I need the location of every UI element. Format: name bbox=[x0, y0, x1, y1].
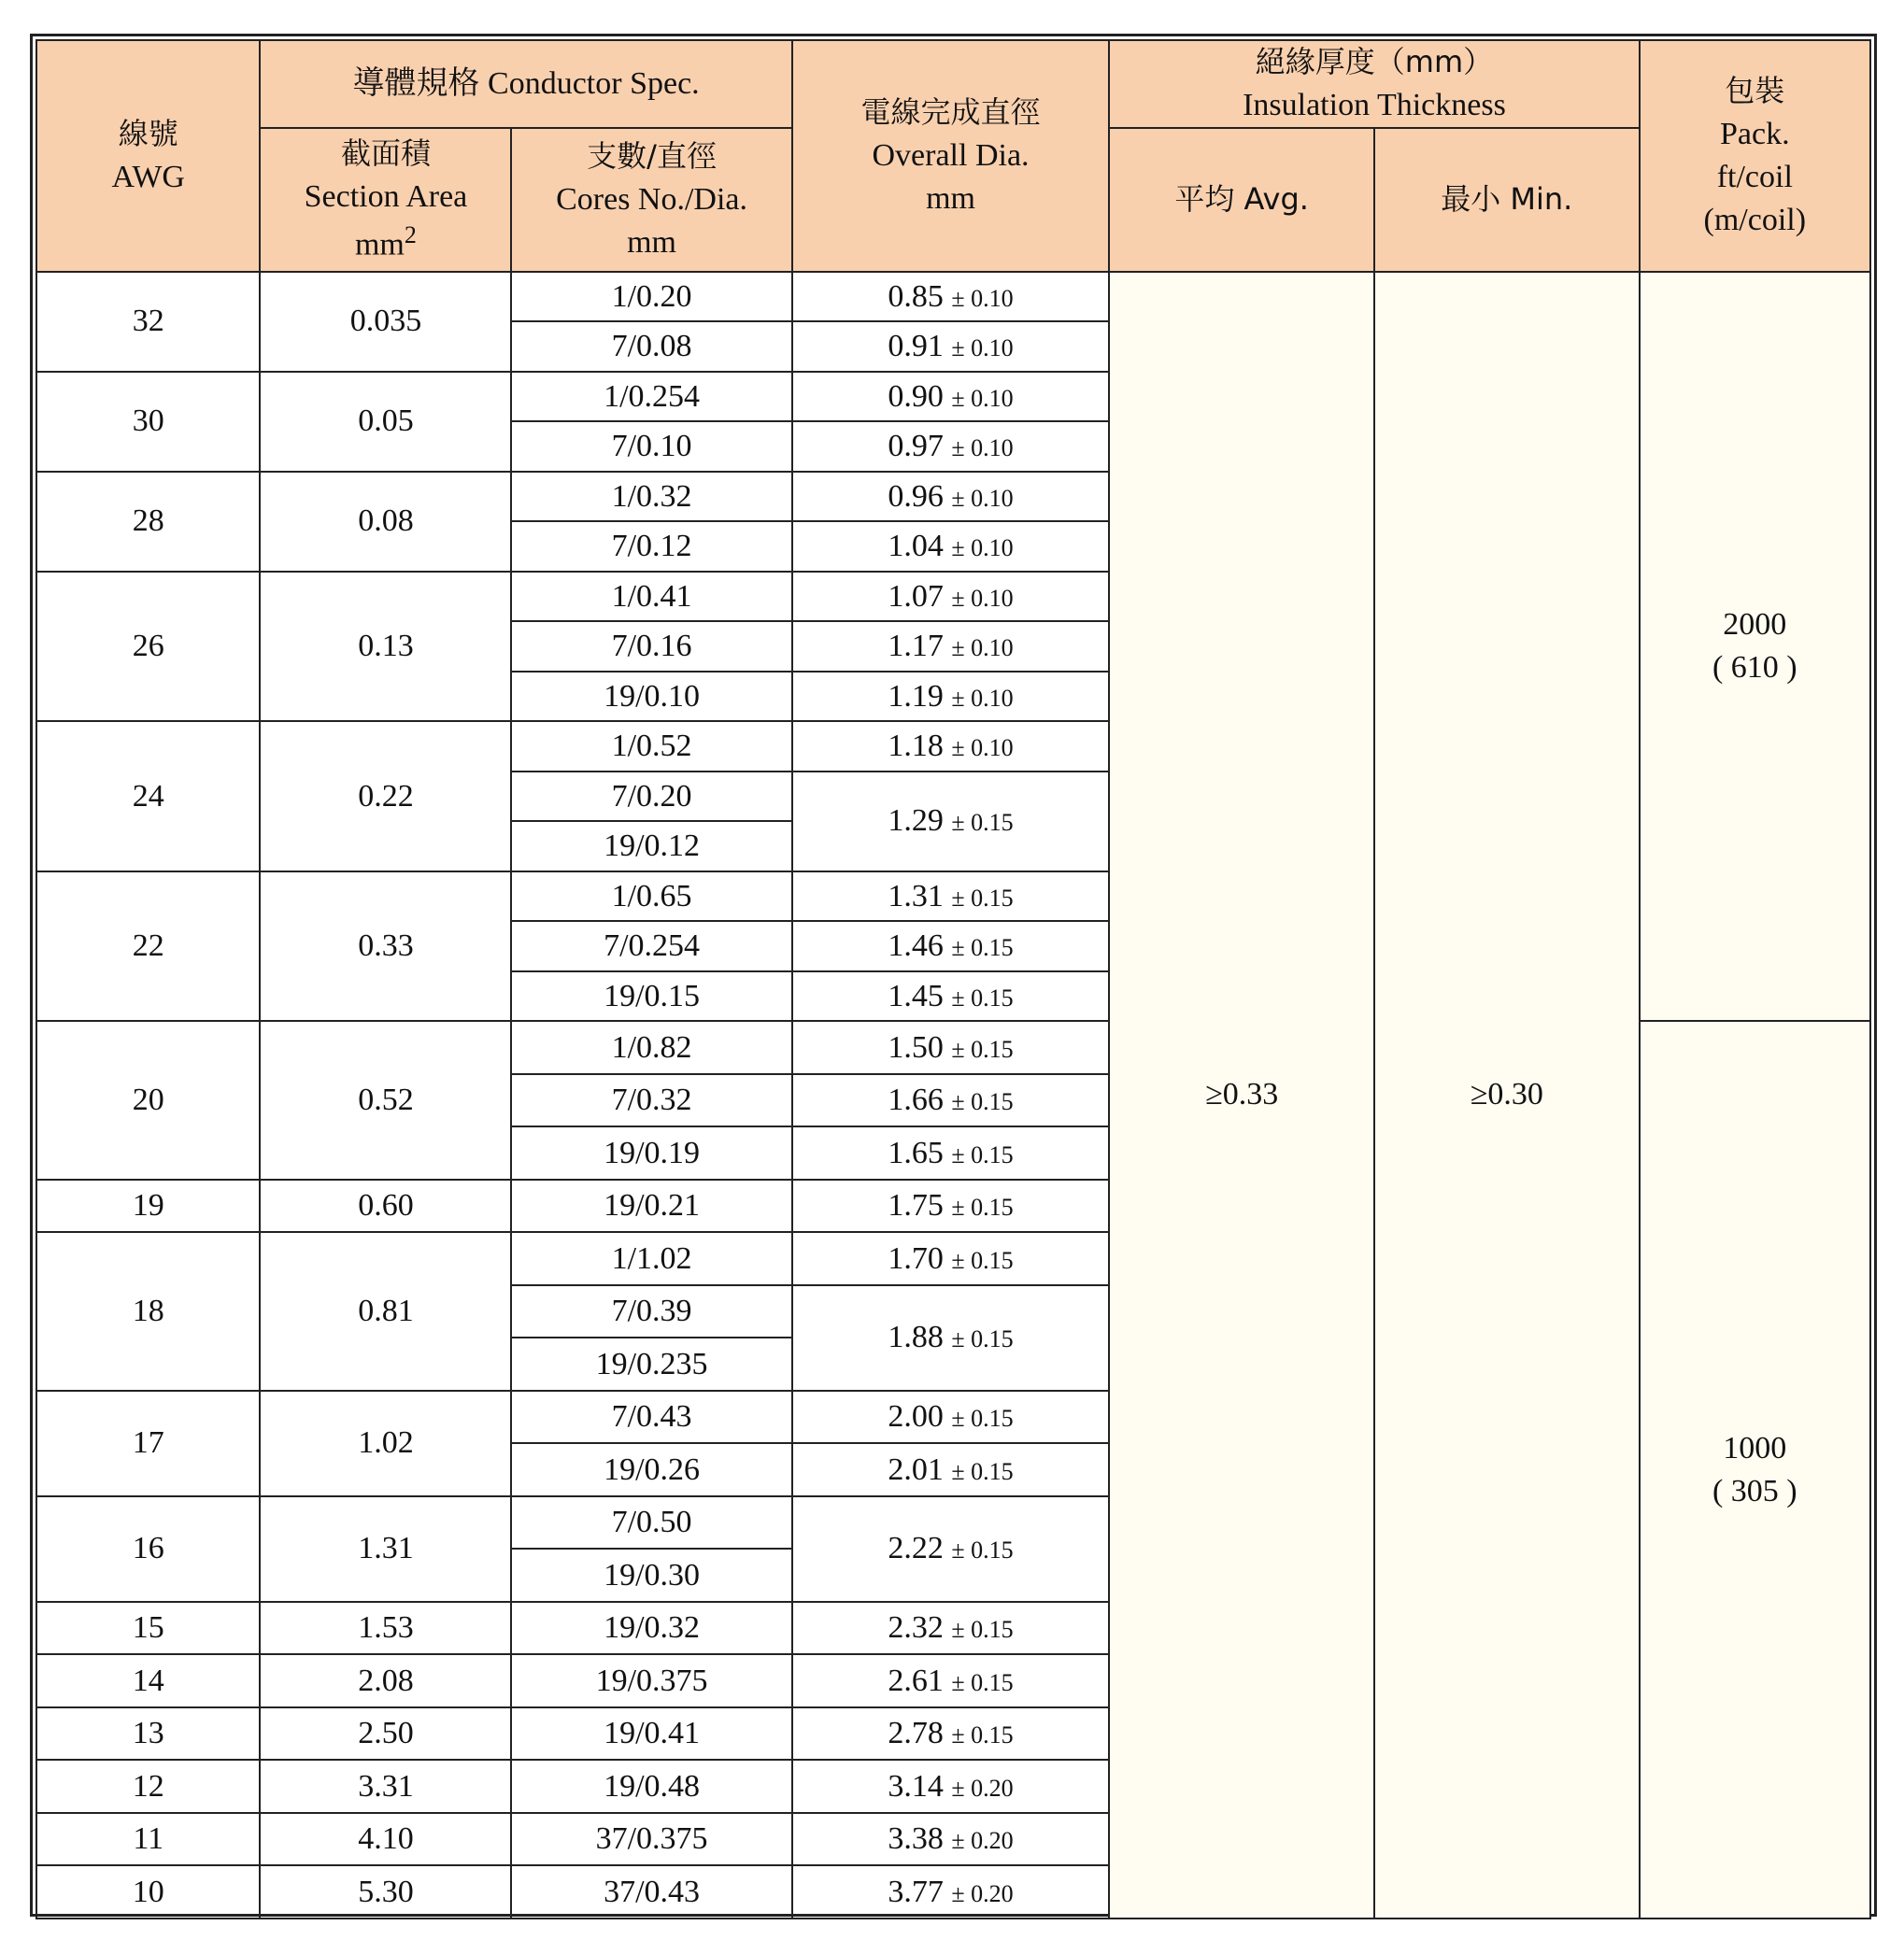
awg-cell: 26 bbox=[36, 572, 260, 722]
area-cell: 0.05 bbox=[260, 372, 511, 472]
od-cell bbox=[792, 1126, 1110, 1180]
cores-cell: 19/0.30 bbox=[511, 1549, 791, 1602]
od-tolerance: ± 0.20 bbox=[951, 1774, 1014, 1802]
cores-cell: 19/0.26 bbox=[511, 1443, 791, 1496]
od-tolerance: ± 0.10 bbox=[951, 684, 1014, 712]
header-row-1 bbox=[36, 40, 1870, 128]
od-tolerance: ± 0.10 bbox=[951, 734, 1014, 762]
area-cell: 0.52 bbox=[260, 1021, 511, 1180]
cores-cell: 19/0.10 bbox=[511, 672, 791, 722]
area-cell: 0.33 bbox=[260, 871, 511, 1022]
awg-cell: 15 bbox=[36, 1602, 260, 1655]
od-cell bbox=[792, 871, 1110, 922]
cores-cell: 1/0.82 bbox=[511, 1021, 791, 1074]
awg-cell: 30 bbox=[36, 372, 260, 472]
od-tolerance: ± 0.15 bbox=[951, 1668, 1014, 1696]
od-value: 3.38 bbox=[888, 1821, 944, 1857]
od-cell bbox=[792, 1391, 1110, 1444]
od-tolerance: ± 0.10 bbox=[951, 484, 1014, 512]
section-area-header-en: Section Area bbox=[304, 179, 468, 215]
awg-cell: 14 bbox=[36, 1654, 260, 1707]
insulation-avg-cell: ≥0.33 bbox=[1109, 272, 1374, 1919]
od-tolerance: ± 0.10 bbox=[951, 634, 1014, 662]
od-cell bbox=[792, 621, 1110, 672]
pack-m: ( 610 ) bbox=[1712, 650, 1797, 686]
od-cell bbox=[792, 921, 1110, 971]
od-tolerance: ± 0.10 bbox=[951, 384, 1014, 412]
pack-header-unit-m: (m/coil) bbox=[1703, 202, 1807, 237]
cores-cell: 7/0.254 bbox=[511, 921, 791, 971]
awg-header-cn: 線號 bbox=[118, 116, 178, 151]
od-cell bbox=[792, 772, 1110, 871]
od-cell bbox=[792, 1602, 1110, 1655]
cores-cell: 7/0.50 bbox=[511, 1496, 791, 1550]
od-value: 0.91 bbox=[888, 329, 944, 364]
od-tolerance: ± 0.15 bbox=[951, 1246, 1014, 1274]
cores-header-en: Cores No./Dia. bbox=[556, 181, 748, 217]
min-header bbox=[1374, 128, 1640, 272]
area-cell: 3.31 bbox=[260, 1760, 511, 1813]
wire-spec-table bbox=[36, 39, 1871, 1919]
cores-cell: 37/0.375 bbox=[511, 1813, 791, 1866]
area-cell: 0.08 bbox=[260, 472, 511, 572]
od-tolerance: ± 0.15 bbox=[951, 984, 1014, 1012]
cores-cell: 19/0.32 bbox=[511, 1602, 791, 1655]
awg-cell: 22 bbox=[36, 871, 260, 1022]
od-tolerance: ± 0.10 bbox=[951, 334, 1014, 362]
conductor-header bbox=[260, 40, 791, 128]
cores-cell: 7/0.16 bbox=[511, 621, 791, 672]
od-tolerance: ± 0.15 bbox=[951, 934, 1014, 962]
cores-cell: 7/0.39 bbox=[511, 1285, 791, 1338]
od-tolerance: ± 0.15 bbox=[951, 1721, 1014, 1749]
od-cell bbox=[792, 1285, 1110, 1391]
od-cell bbox=[792, 372, 1110, 422]
cores-cell: 1/0.41 bbox=[511, 572, 791, 622]
od-value: 1.19 bbox=[888, 678, 944, 714]
awg-cell: 24 bbox=[36, 721, 260, 871]
awg-header bbox=[36, 40, 260, 272]
conductor-header-label: 導體規格 Conductor Spec. bbox=[352, 65, 700, 101]
od-cell bbox=[792, 1021, 1110, 1074]
od-value: 2.01 bbox=[888, 1451, 944, 1487]
od-value: 1.07 bbox=[888, 578, 944, 614]
od-cell bbox=[792, 1760, 1110, 1813]
awg-cell: 19 bbox=[36, 1180, 260, 1233]
od-value: 3.14 bbox=[888, 1768, 944, 1804]
overall-dia-header-unit: mm bbox=[926, 180, 975, 216]
insulation-header-en: Insulation Thickness bbox=[1243, 87, 1506, 122]
spec-table-frame bbox=[30, 34, 1877, 1917]
awg-cell: 20 bbox=[36, 1021, 260, 1180]
cores-cell: 19/0.375 bbox=[511, 1654, 791, 1707]
pack-m: ( 305 ) bbox=[1712, 1473, 1797, 1508]
pack-ft: 1000 bbox=[1723, 1430, 1787, 1466]
cores-cell: 7/0.43 bbox=[511, 1391, 791, 1444]
od-value: 2.32 bbox=[888, 1610, 944, 1646]
od-value: 1.66 bbox=[888, 1083, 944, 1118]
area-cell: 4.10 bbox=[260, 1813, 511, 1866]
od-value: 0.85 bbox=[888, 278, 944, 314]
od-value: 0.97 bbox=[888, 429, 944, 464]
od-tolerance: ± 0.15 bbox=[951, 1140, 1014, 1168]
od-value: 2.78 bbox=[888, 1716, 944, 1751]
pack-cell-1000 bbox=[1640, 1021, 1870, 1919]
od-tolerance: ± 0.10 bbox=[951, 434, 1014, 462]
pack-cell-2000 bbox=[1640, 272, 1870, 1022]
od-cell bbox=[792, 1813, 1110, 1866]
area-cell: 2.08 bbox=[260, 1654, 511, 1707]
insulation-header bbox=[1109, 40, 1639, 128]
od-value: 1.65 bbox=[888, 1135, 944, 1170]
pack-header-cn: 包裝 bbox=[1725, 73, 1785, 109]
pack-header bbox=[1640, 40, 1870, 272]
overall-dia-header-en: Overall Dia. bbox=[872, 137, 1030, 173]
awg-cell: 10 bbox=[36, 1865, 260, 1919]
od-value: 0.96 bbox=[888, 478, 944, 514]
cores-cell: 1/0.65 bbox=[511, 871, 791, 922]
awg-cell: 11 bbox=[36, 1813, 260, 1866]
cores-cell: 19/0.15 bbox=[511, 971, 791, 1022]
od-cell bbox=[792, 1232, 1110, 1285]
area-cell: 0.22 bbox=[260, 721, 511, 871]
cores-header-unit: mm bbox=[627, 224, 677, 260]
od-tolerance: ± 0.15 bbox=[951, 1616, 1014, 1644]
avg-header-label: 平均 Avg. bbox=[1174, 180, 1309, 217]
awg-cell: 12 bbox=[36, 1760, 260, 1813]
cores-cell: 1/0.32 bbox=[511, 472, 791, 522]
od-value: 2.00 bbox=[888, 1399, 944, 1435]
od-cell bbox=[792, 971, 1110, 1022]
cores-cell: 1/0.254 bbox=[511, 372, 791, 422]
area-cell: 0.60 bbox=[260, 1180, 511, 1233]
od-cell bbox=[792, 1496, 1110, 1602]
od-tolerance: ± 0.10 bbox=[951, 284, 1014, 312]
od-value: 1.31 bbox=[888, 878, 944, 913]
insulation-min-cell: ≥0.30 bbox=[1374, 272, 1640, 1919]
od-cell bbox=[792, 1443, 1110, 1496]
od-value: 1.75 bbox=[888, 1188, 944, 1224]
awg-cell: 17 bbox=[36, 1391, 260, 1496]
od-value: 1.45 bbox=[888, 978, 944, 1013]
od-cell bbox=[792, 1654, 1110, 1707]
od-cell bbox=[792, 321, 1110, 372]
od-cell bbox=[792, 721, 1110, 772]
cores-cell: 7/0.20 bbox=[511, 772, 791, 822]
pack-header-unit-ft: ft/coil bbox=[1716, 159, 1793, 194]
table-row bbox=[36, 272, 1870, 322]
od-tolerance: ± 0.15 bbox=[951, 1457, 1014, 1485]
area-cell: 1.02 bbox=[260, 1391, 511, 1496]
od-tolerance: ± 0.15 bbox=[951, 1035, 1014, 1063]
od-value: 3.77 bbox=[888, 1874, 944, 1909]
od-tolerance: ± 0.15 bbox=[951, 809, 1014, 837]
avg-header bbox=[1109, 128, 1374, 272]
od-tolerance: ± 0.15 bbox=[951, 1405, 1014, 1433]
cores-header-cn: 支數/直徑 bbox=[587, 137, 717, 174]
cores-cell: 19/0.12 bbox=[511, 821, 791, 871]
od-value: 1.46 bbox=[888, 928, 944, 964]
od-value: 1.18 bbox=[888, 729, 944, 764]
od-value: 2.22 bbox=[888, 1531, 944, 1566]
od-tolerance: ± 0.15 bbox=[951, 1088, 1014, 1116]
cores-cell: 19/0.235 bbox=[511, 1338, 791, 1391]
od-value: 0.90 bbox=[888, 378, 944, 414]
od-cell bbox=[792, 1180, 1110, 1233]
section-area-header-unit: mm bbox=[354, 227, 405, 262]
cores-cell: 19/0.19 bbox=[511, 1126, 791, 1180]
area-cell: 2.50 bbox=[260, 1707, 511, 1761]
od-tolerance: ± 0.15 bbox=[951, 1325, 1014, 1353]
od-cell bbox=[792, 472, 1110, 522]
od-tolerance: ± 0.15 bbox=[951, 1536, 1014, 1565]
cores-cell: 37/0.43 bbox=[511, 1865, 791, 1919]
od-value: 1.17 bbox=[888, 629, 944, 664]
awg-cell: 32 bbox=[36, 272, 260, 372]
od-tolerance: ± 0.15 bbox=[951, 1194, 1014, 1222]
area-cell: 5.30 bbox=[260, 1865, 511, 1919]
cores-cell: 1/1.02 bbox=[511, 1232, 791, 1285]
cores-cell: 19/0.41 bbox=[511, 1707, 791, 1761]
od-tolerance: ± 0.20 bbox=[951, 1879, 1014, 1907]
area-cell: 1.53 bbox=[260, 1602, 511, 1655]
section-area-header-cn: 截面積 bbox=[340, 135, 431, 172]
cores-header bbox=[511, 128, 791, 272]
od-cell bbox=[792, 572, 1110, 622]
od-cell bbox=[792, 672, 1110, 722]
overall-dia-header bbox=[792, 40, 1110, 272]
area-cell: 1.31 bbox=[260, 1496, 511, 1602]
od-value: 1.29 bbox=[888, 803, 944, 839]
cores-cell: 19/0.21 bbox=[511, 1180, 791, 1233]
cores-cell: 7/0.12 bbox=[511, 521, 791, 572]
min-header-label: 最小 Min. bbox=[1441, 180, 1573, 217]
area-cell: 0.13 bbox=[260, 572, 511, 722]
cores-cell: 7/0.08 bbox=[511, 321, 791, 372]
od-tolerance: ± 0.15 bbox=[951, 884, 1014, 912]
awg-header-en: AWG bbox=[111, 159, 185, 194]
od-value: 2.61 bbox=[888, 1663, 944, 1698]
section-area-header bbox=[260, 128, 511, 272]
od-value: 1.88 bbox=[888, 1320, 944, 1355]
od-cell bbox=[792, 1707, 1110, 1761]
cores-cell: 7/0.10 bbox=[511, 421, 791, 472]
pack-ft: 2000 bbox=[1723, 607, 1787, 643]
insulation-header-cn: 絕緣厚度（mm） bbox=[1255, 44, 1494, 79]
od-tolerance: ± 0.10 bbox=[951, 534, 1014, 562]
od-tolerance: ± 0.20 bbox=[951, 1827, 1014, 1855]
cores-cell: 1/0.20 bbox=[511, 272, 791, 322]
pack-header-en: Pack. bbox=[1720, 117, 1790, 151]
area-cell: 0.81 bbox=[260, 1232, 511, 1391]
od-tolerance: ± 0.10 bbox=[951, 584, 1014, 612]
od-cell bbox=[792, 421, 1110, 472]
area-cell: 0.035 bbox=[260, 272, 511, 372]
od-cell bbox=[792, 521, 1110, 572]
cores-cell: 19/0.48 bbox=[511, 1760, 791, 1813]
awg-cell: 13 bbox=[36, 1707, 260, 1761]
od-cell bbox=[792, 1074, 1110, 1127]
awg-cell: 28 bbox=[36, 472, 260, 572]
section-area-header-sup: 2 bbox=[404, 221, 417, 249]
awg-cell: 18 bbox=[36, 1232, 260, 1391]
overall-dia-header-cn: 電線完成直徑 bbox=[860, 94, 1041, 131]
od-value: 1.04 bbox=[888, 529, 944, 564]
cores-cell: 7/0.32 bbox=[511, 1074, 791, 1127]
od-cell bbox=[792, 1865, 1110, 1919]
od-value: 1.50 bbox=[888, 1029, 944, 1065]
od-cell bbox=[792, 272, 1110, 322]
awg-cell: 16 bbox=[36, 1496, 260, 1602]
cores-cell: 1/0.52 bbox=[511, 721, 791, 772]
od-value: 1.70 bbox=[888, 1240, 944, 1276]
